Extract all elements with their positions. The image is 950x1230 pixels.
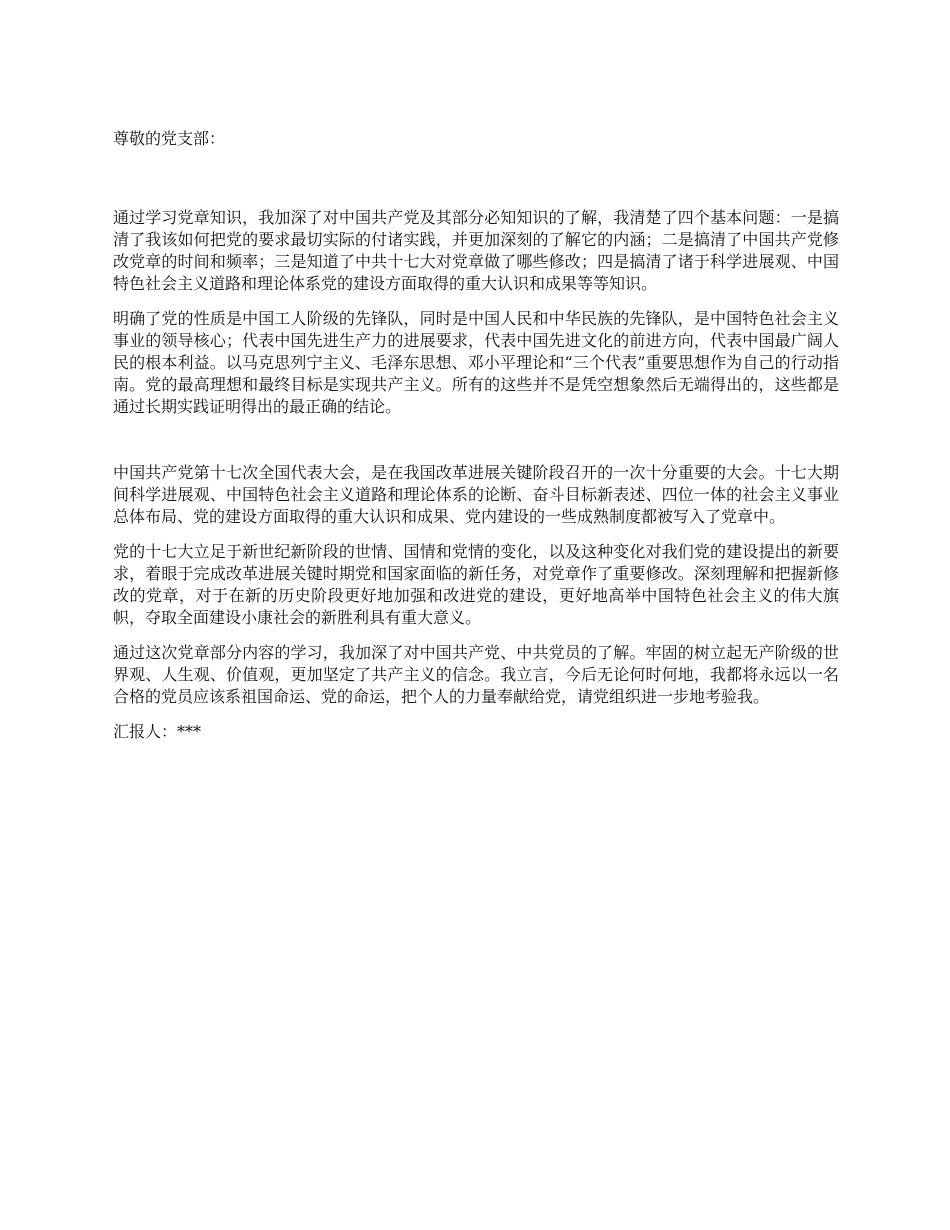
- paragraph-3: 中国共产党第十七次全国代表大会，是在我国改革进展关键阶段召开的一次十分重要的大会。十七大期间科学进展观、中国特色社会主义道路和理论体系的论断、奋斗目标新表述、四位一体的社会主义事业总体布局、党的建设方面取得的重大认识和成果、党内建设的一些成熟制度都被写入了党章中。: [113, 463, 839, 526]
- paragraph-4: 党的十七大立足于新世纪新阶段的世情、国情和党情的变化，以及这种变化对我们党的建设提出的新要求，着眼于完成改革进展关键时期党和国家面临的新任务，对党章作了重要修改。深刻理解和把握新修改的党章，对于在新的历史阶段更好地加强和改进党的建设，更好地高举中国特色社会主义的伟大旗帜，夺取全面建设小康社会的新胜利具有重大意义。: [113, 542, 839, 627]
- paragraph-1: 通过学习党章知识，我加深了对中国共产党及其部分必知知识的了解，我清楚了四个基本问题：一是搞清了我该如何把党的要求最切实际的付诸实践，并更加深刻的了解它的内涵；二是搞清了中国共产党修改党章的时间和频率；三是知道了中共十七大对党章做了哪些修改；四是搞清了诸于科学进展观、中国特色社会主义道路和理论体系党的建设方面取得的重大认识和成果等等知识。: [113, 208, 839, 293]
- signature: 汇报人：***: [113, 722, 202, 741]
- paragraph-2: 明确了党的性质是中国工人阶级的先锋队，同时是中国人民和中华民族的先锋队，是中国特色社会主义事业的领导核心；代表中国先进生产力的进展要求，代表中国先进文化的前进方向，代表中国最广阔人民的根本利益。以马克思列宁主义、毛泽东思想、邓小平理论和“三个代表”重要思想作为自己的行动指南。党的最高理想和最终目标是实现共产主义。所有的这些并不是凭空想象然后无端得出的，这些都是通过长期实践证明得出的最正确的结论。: [113, 309, 839, 416]
- document-page: [113, 128, 839, 743]
- paragraph-5: 通过这次党章部分内容的学习，我加深了对中国共产党、中共党员的了解。牢固的树立起无产阶级的世界观、人生观、价值观，更加坚定了共产主义的信念。我立言，今后无论何时何地，我都将永远以一名合格的党员应该系祖国命运、党的命运，把个人的力量奉献给党，请党组织进一步地考验我。: [113, 643, 839, 706]
- salutation: 尊敬的党支部：: [113, 129, 226, 148]
